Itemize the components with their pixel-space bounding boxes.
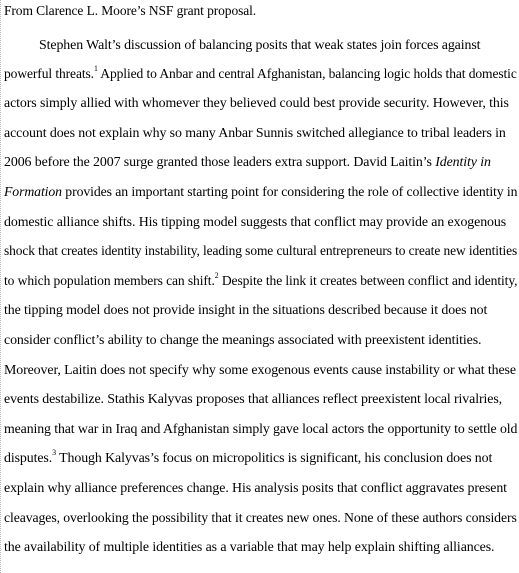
paragraph-line [4,155,491,171]
paragraph-line [4,126,506,142]
line-text: events destabilize. Stathis Kalyvas proposes that alliances reflect preexistent local rivalries, [4,392,503,407]
line-text: Moreover, Laitin does not specify why some exogenous events cause instability or what these [4,363,516,378]
paragraph-line [4,481,507,497]
line-text: consider conflict’s ability to change the meanings associated with preexistent identities. [4,333,482,348]
source-line: From Clarence L. Moore’s NSF grant proposal. [4,3,257,18]
line-text: domestic alliance shifts. His tipping model suggests that conflict may provide an exogenous [4,215,507,230]
line-text: actors simply allied with whomever they believed could best provide security. However, this [4,96,509,111]
line-text: to which population members can shift. [4,274,215,289]
paragraph-line [4,64,517,83]
paragraph-line [4,303,487,319]
line-text: meaning that war in Iraq and Afghanistan simply gave local actors the opportunity to settle old [4,422,518,437]
line-text: powerful threats. [4,67,94,82]
italic-title-text: Formation [4,185,62,200]
line-text: 2006 before the 2007 surge granted those leaders extra support. David Laitin’s [4,155,436,170]
italic-title-text: Identity in [435,155,491,170]
paragraph-line [4,392,502,408]
paragraph-line [4,333,481,349]
line-text: Applied to Anbar and central Afghanistan, balancing logic holds that domestic [97,67,517,82]
footnote-marker: 3 [52,448,57,458]
footnote-marker: 1 [93,64,98,74]
line-text: explain why alliance preferences change. His analysis posits that conflict aggravates present [4,481,507,496]
paragraph-line [4,244,517,260]
paragraph-line [4,215,506,231]
paragraph-line [4,448,493,467]
line-text: shock that creates identity instability, leading some cultural entrepreneurs to create new identities [4,244,518,259]
paragraph-line [4,271,518,290]
paragraph-line [4,422,517,438]
line-text: the availability of multiple identities as a variable that may help explain shifting alliances. [4,540,495,555]
line-text: Though Kalyvas’s focus on micropolitics is significant, his conclusion does not [56,451,493,466]
footnote-marker: 2 [214,271,219,281]
line-text: cleavages, overlooking the possibility that it creates new ones. None of these authors considers [4,511,517,526]
paragraph-line [4,540,494,556]
paragraph-line [4,185,517,201]
paragraph-line [4,363,516,379]
line-text: Despite the link it creates between conflict and identity, [218,274,518,289]
paragraph-line [4,96,509,112]
line-text: provides an important starting point for considering the role of collective identity in [61,185,518,200]
line-text: the tipping model does not provide insight in the situations described because it does not [4,303,488,318]
paragraph-line [4,511,517,527]
line-text: disputes. [4,451,53,466]
line-text: Stephen Walt’s discussion of balancing posits that weak states join forces against [39,38,481,53]
line-text: account does not explain why so many Anbar Sunnis switched allegiance to tribal leaders in [4,126,506,141]
paragraph-line [39,38,480,54]
